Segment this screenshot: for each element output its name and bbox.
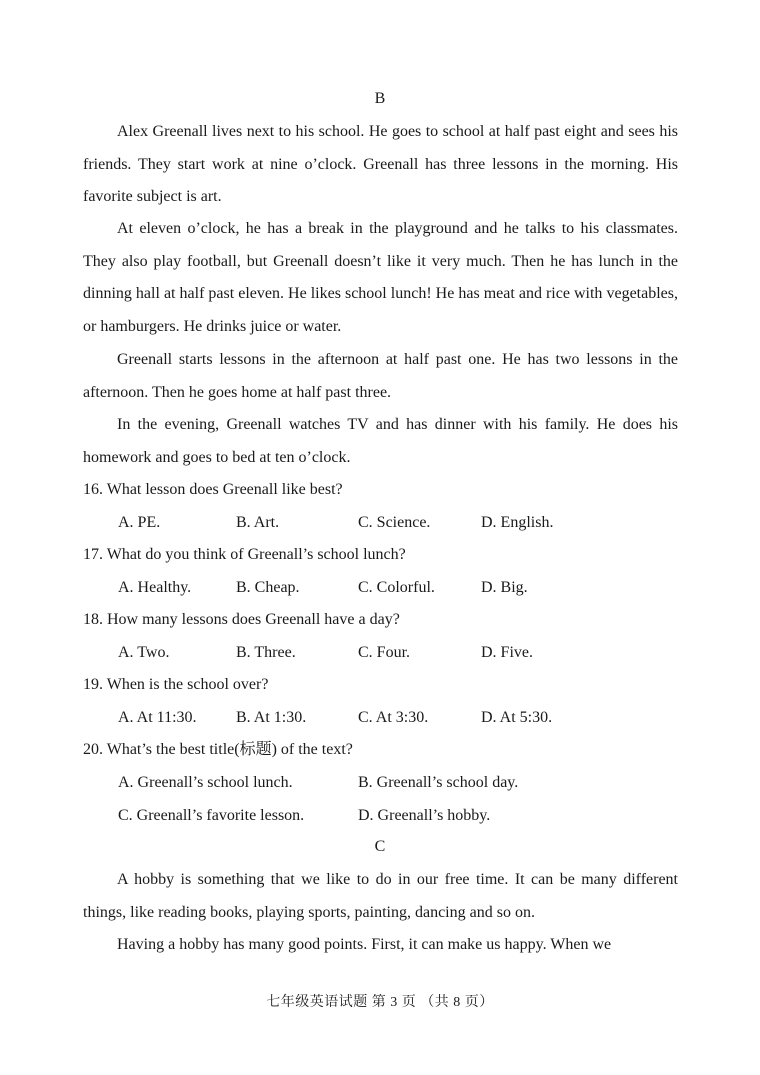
question-20: 20. What’s the best title(标题) of the text?	[83, 741, 353, 758]
question-20-options-row-2	[0, 806, 760, 826]
option-a[interactable]: A. Healthy.	[118, 579, 192, 596]
option-a[interactable]: A. Two.	[118, 644, 170, 661]
option-d[interactable]: D. Big.	[481, 579, 528, 596]
question-18-options	[0, 643, 760, 663]
option-d[interactable]: D. Five.	[481, 644, 533, 661]
option-b[interactable]: B. Cheap.	[236, 579, 300, 596]
question-17: 17. What do you think of Greenall’s school lunch?	[83, 546, 406, 563]
section-c-heading: C	[374, 838, 386, 855]
section-b-heading: B	[374, 90, 386, 107]
section-b-paragraph-3: Greenall starts lessons in the afternoon at half past one. He has two lessons in the afternoon. Then he goes home at half past three.	[83, 351, 678, 401]
option-c[interactable]: C. Science.	[358, 514, 431, 531]
question-19-options	[0, 708, 760, 728]
section-c-paragraph-1: A hobby is something that we like to do in our free time. It can be many different things, like reading books, playing sports, painting, dancing and so on.	[83, 871, 678, 921]
question-20-options-row-1	[0, 773, 760, 793]
option-c[interactable]: C. At 3:30.	[358, 709, 429, 726]
section-b-paragraph-2: At eleven o’clock, he has a break in the playground and he talks to his classmates. They also play football, but Greenall doesn’t like it very much. Then he has lunch in the dinning hall at half past eleven. He likes school lunch! He has meat and rice with vegetables, or hamburgers. He drinks juice or water.	[83, 220, 678, 335]
option-d[interactable]: D. English.	[481, 514, 554, 531]
option-a[interactable]: A. At 11:30.	[118, 709, 197, 726]
question-16: 16. What lesson does Greenall like best?	[83, 481, 343, 498]
option-b[interactable]: B. Greenall’s school day.	[358, 774, 519, 791]
section-b-paragraph-4: In the evening, Greenall watches TV and has dinner with his family. He does his homework and goes to bed at ten o’clock.	[83, 416, 678, 466]
question-18: 18. How many lessons does Greenall have a day?	[83, 611, 400, 628]
question-16-options	[0, 513, 760, 533]
option-c[interactable]: C. Greenall’s favorite lesson.	[118, 807, 305, 824]
page-footer: 七年级英语试题 第 3 页 （共 8 页）	[266, 995, 494, 1010]
option-a[interactable]: A. PE.	[118, 514, 161, 531]
question-19: 19. When is the school over?	[83, 676, 269, 693]
option-c[interactable]: C. Four.	[358, 644, 411, 661]
option-b[interactable]: B. Three.	[236, 644, 296, 661]
option-d[interactable]: D. Greenall’s hobby.	[358, 807, 491, 824]
question-17-options	[0, 578, 760, 598]
section-b-paragraph-1: Alex Greenall lives next to his school. He goes to school at half past eight and sees his friends. They start work at nine o’clock. Greenall has three lessons in the morning. His favorite subject is art.	[83, 123, 678, 206]
section-c-paragraph-2: Having a hobby has many good points. First, it can make us happy. When we	[117, 936, 612, 953]
option-b[interactable]: B. Art.	[236, 514, 280, 531]
option-c[interactable]: C. Colorful.	[358, 579, 435, 596]
option-a[interactable]: A. Greenall’s school lunch.	[118, 774, 293, 791]
option-b[interactable]: B. At 1:30.	[236, 709, 307, 726]
option-d[interactable]: D. At 5:30.	[481, 709, 553, 726]
